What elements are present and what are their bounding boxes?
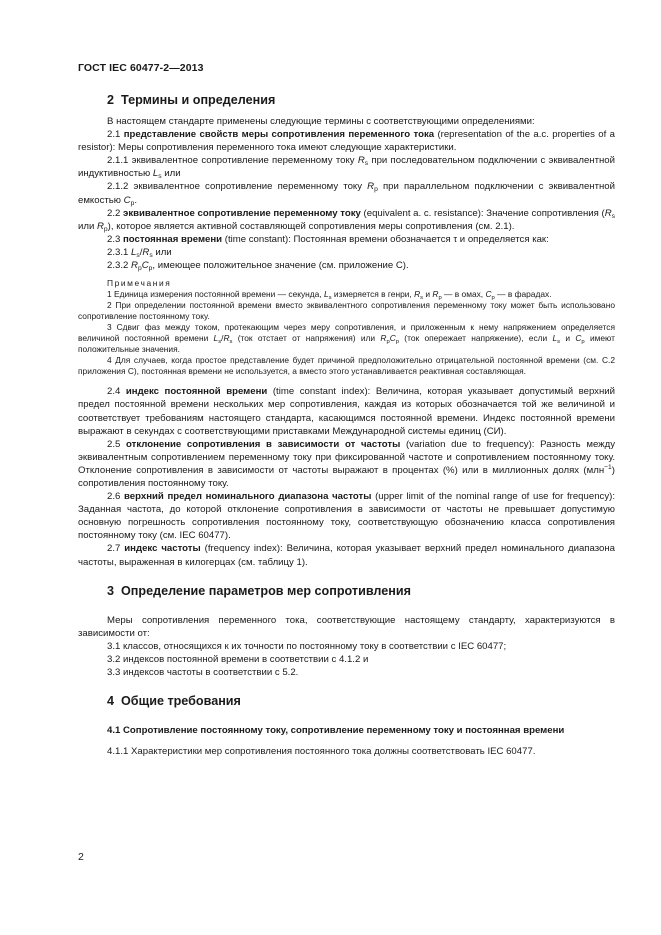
- note-3: 3 Сдвиг фаз между током, протекающим через меру сопротивления, и приложенным к нему напряжением определяется величиной постоянной времени $L_s/R_s$ (ток отстает от напряжения) или $R_pC_p$ (ток опережает напряжение), если $L_s$ и $C_p$ имеют положительные значения.: [78, 322, 615, 355]
- running-header: ГОСТ IEC 60477-2—2013: [78, 62, 204, 74]
- term-2-3-1: 2.3.1 $L_s/R_s$ или: [107, 246, 172, 259]
- note-1: 1 Единица измерения постоянной времени — секунда, $L_s$ измеряется в генри, $R_s$ и $R_p$ — в омах, $C_p$ — в фарадах.: [107, 289, 552, 302]
- term-2-6: 2.6 верхний предел номинального диапазона частоты (upper limit of the nominal range of use for frequency): Заданная частота, до которой отклонение сопротивления в зависимости от частоты не превышает допустимую основную погрешность сопротивления постоянному току, соответствующую обозначению класса сопротивления постоянному току (см. IEC 60477).: [78, 491, 615, 542]
- note-4: 4 Для случаев, когда простое представление будет причиной предположительно отрицательной постоянной времени (см. С.2 приложения С), постоянная времени не используется, а вместо этого устанавливается реактивная составляющая.: [78, 355, 615, 377]
- page-content: [78, 92, 615, 758]
- term-2-3-2: 2.3.2 $R_pC_p$, имеющее положительное значение (см. приложение С).: [107, 260, 409, 273]
- term-2-5: 2.5 отклонение сопротивления в зависимости от частоты (variation due to frequency): Разность между эквивалентным сопротивлением переменному току при фиксированной частоте и сопротивлением постоянному току. Отклонение сопротивления в зависимости от частоты выражают в процентах (%) или в миллионных долях (млн$^{-1}$) сопротивления постоянному току.: [78, 438, 615, 489]
- term-2-1-1: 2.1.1 эквивалентное сопротивление переменному току $R_s$ при последовательном подключении с эквивалентной индуктивностью $L_s$ или: [78, 155, 615, 181]
- term-2-2: 2.2 эквивалентное сопротивление переменному току (equivalent a. c. resistance): Значение сопротивления ($R_s$ или $R_p$), которое является активной составляющей сопротивления меры сопротивления (см. 2.1).: [78, 207, 615, 233]
- section-2-intro: В настоящем стандарте применены следующие термины с соответствующими определениями:: [107, 116, 535, 127]
- paragraph-4-1-1: 4.1.1 Характеристики мер сопротивления постоянного тока должны соответствовать IEC 60477.: [107, 746, 536, 758]
- list-item-3-1: 3.1 классов, относящихся к их точности по постоянному току в соответствии с IEC 60477;: [107, 640, 507, 652]
- section-3-intro: Меры сопротивления переменного тока, соответствующие настоящему стандарту, характеризуются в зависимости от:: [78, 614, 615, 639]
- page-number: 2: [78, 851, 84, 863]
- term-2-1-2: 2.1.2 эквивалентное сопротивление переменному току $R_p$ при параллельном подключении с эквивалентной емкостью $C_p$.: [78, 181, 615, 207]
- note-2: 2 При определении постоянной времени вместо эквивалентного сопротивления переменному току может быть использовано сопротивление постоянному току.: [78, 300, 615, 322]
- term-2-4: 2.4 индекс постоянной времени (time constant index): Величина, которая указывает допустимый верхний предел постоянной времени нескольких мер сопротивления, каждая из которых обозначается той же величиной и соответствует требованиям настоящего стандарта, касающимся постоянной времени. Индекс постоянной времени выражают в секундах с соответствующими приставками Международной системы единиц (СИ).: [78, 386, 615, 437]
- list-item-3-3: 3.3 индексов частоты в соответствии с 5.2.: [107, 667, 299, 679]
- term-2-3: 2.3 постоянная времени (time constant): Постоянная времени обозначается τ и определяется как:: [107, 233, 549, 245]
- section-4-heading: 4 Общие требования: [107, 694, 241, 709]
- section-2-heading: 2 Термины и определения: [107, 93, 276, 107]
- term-2-1: 2.1 представление свойств меры сопротивления переменного тока (representation of the a.c. properties of a resistor): Меры сопротивления переменного тока имеют следующие характеристики.: [78, 129, 615, 154]
- section-3-heading: 3 Определение параметров мер сопротивления: [107, 583, 411, 598]
- notes-heading: Примечания: [107, 278, 172, 289]
- list-item-3-2: 3.2 индексов постоянной времени в соответствии с 4.1.2 и: [107, 653, 369, 665]
- term-2-7: 2.7 индекс частоты (frequency index): Величина, которая указывает верхний предел номинального диапазона частоты, выраженная в килогерцах (см. таблицу 1).: [78, 543, 615, 568]
- subsection-4-1-heading: 4.1 Сопротивление постоянному току, сопротивление переменному току и постоянная времени: [107, 725, 565, 737]
